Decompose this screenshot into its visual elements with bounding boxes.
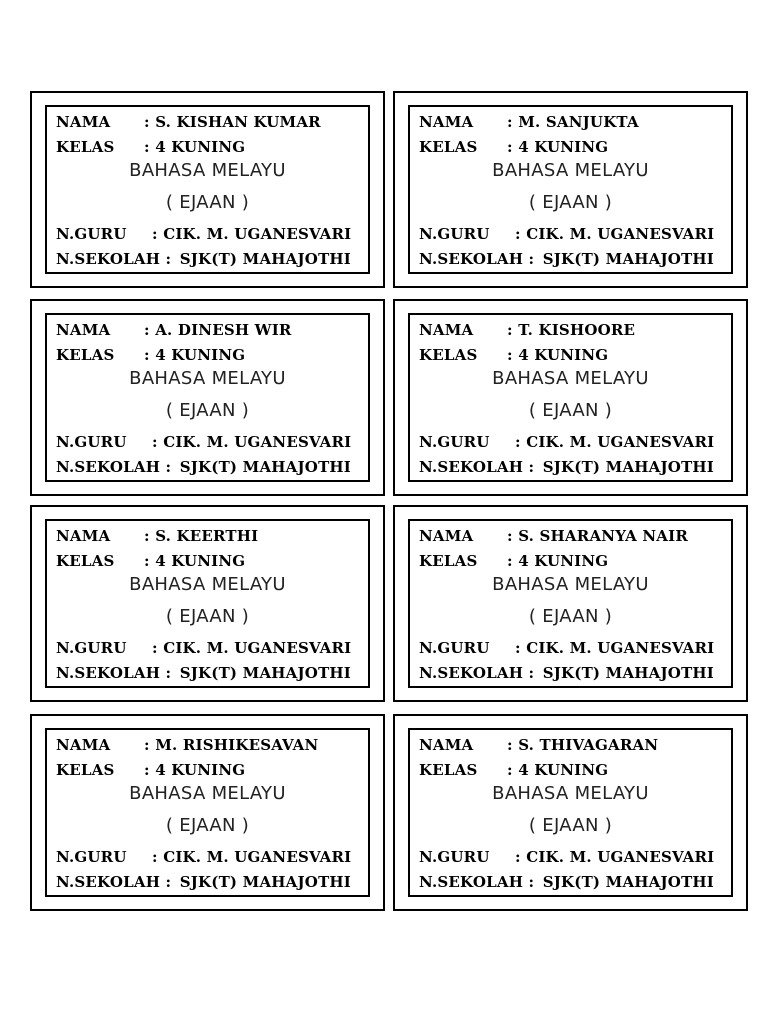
student-name: M. RISHIKESAVAN	[155, 736, 319, 754]
separator: :	[507, 527, 513, 545]
nama-row	[56, 526, 258, 546]
class-value: 4 KUNING	[155, 346, 246, 364]
kelas-row	[419, 551, 608, 571]
nama-field-label: NAMA	[419, 113, 474, 131]
nama-row	[56, 112, 321, 132]
sekolah-row	[56, 249, 351, 269]
school-name: SJK(T) MAHAJOTHI	[179, 664, 352, 682]
subject-text: BAHASA MELAYU	[492, 574, 649, 595]
class-value: 4 KUNING	[518, 346, 609, 364]
class-value: 4 KUNING	[518, 138, 609, 156]
name-label-card	[393, 505, 748, 702]
student-name: S. THIVAGARAN	[518, 736, 659, 754]
class-value: 4 KUNING	[518, 552, 609, 570]
guru-field-label: N.GURU	[56, 639, 127, 657]
sekolah-field-label: N.SEKOLAH :	[419, 873, 535, 891]
kelas-row	[56, 551, 245, 571]
kelas-field-label: KELAS	[419, 346, 478, 364]
nama-row	[419, 735, 658, 755]
separator: :	[144, 346, 150, 364]
guru-field-label: N.GURU	[419, 639, 490, 657]
topic-text: ( EJAAN )	[528, 400, 613, 421]
school-name: SJK(T) MAHAJOTHI	[179, 458, 352, 476]
sekolah-field-label: N.SEKOLAH :	[56, 873, 172, 891]
teacher-name: CIK. M. UGANESVARI	[163, 433, 352, 451]
separator: :	[507, 346, 513, 364]
separator: :	[144, 113, 150, 131]
guru-row	[419, 432, 714, 452]
teacher-name: CIK. M. UGANESVARI	[163, 225, 352, 243]
name-label-card	[393, 714, 748, 911]
name-label-card	[30, 505, 385, 702]
guru-row	[56, 224, 351, 244]
separator: :	[144, 527, 150, 545]
nama-row	[56, 735, 318, 755]
kelas-row	[419, 137, 608, 157]
subject-text: BAHASA MELAYU	[492, 783, 649, 804]
kelas-row	[56, 137, 245, 157]
class-value: 4 KUNING	[518, 761, 609, 779]
school-name: SJK(T) MAHAJOTHI	[542, 458, 715, 476]
separator: :	[507, 113, 513, 131]
nama-field-label: NAMA	[56, 736, 111, 754]
nama-row	[56, 320, 292, 340]
guru-row	[56, 432, 351, 452]
sekolah-field-label: N.SEKOLAH :	[419, 458, 535, 476]
sekolah-row	[56, 663, 351, 683]
teacher-name: CIK. M. UGANESVARI	[526, 639, 715, 657]
kelas-row	[56, 345, 245, 365]
name-label-card	[30, 299, 385, 496]
teacher-name: CIK. M. UGANESVARI	[526, 433, 715, 451]
sekolah-field-label: N.SEKOLAH :	[419, 664, 535, 682]
class-value: 4 KUNING	[155, 138, 246, 156]
nama-field-label: NAMA	[56, 113, 111, 131]
school-name: SJK(T) MAHAJOTHI	[542, 664, 715, 682]
nama-row	[419, 320, 635, 340]
name-label-inner-frame	[45, 313, 370, 482]
name-label-card	[30, 714, 385, 911]
separator: :	[144, 552, 150, 570]
school-name: SJK(T) MAHAJOTHI	[542, 873, 715, 891]
topic-text: ( EJAAN )	[165, 815, 250, 836]
kelas-row	[56, 760, 245, 780]
nama-field-label: NAMA	[419, 736, 474, 754]
kelas-row	[419, 345, 608, 365]
name-label-inner-frame	[45, 519, 370, 688]
name-label-card	[393, 299, 748, 496]
separator: :	[507, 761, 513, 779]
separator: :	[507, 138, 513, 156]
topic-text: ( EJAAN )	[165, 192, 250, 213]
subject-text: BAHASA MELAYU	[129, 160, 286, 181]
separator: :	[152, 848, 158, 866]
separator: :	[144, 321, 150, 339]
name-label-inner-frame	[408, 313, 733, 482]
sekolah-field-label: N.SEKOLAH :	[56, 664, 172, 682]
name-label-card	[30, 91, 385, 288]
guru-field-label: N.GURU	[56, 433, 127, 451]
student-name: A. DINESH WIR	[155, 321, 292, 339]
subject-text: BAHASA MELAYU	[492, 368, 649, 389]
subject-text: BAHASA MELAYU	[129, 368, 286, 389]
separator: :	[515, 433, 521, 451]
sekolah-row	[419, 249, 714, 269]
name-label-inner-frame	[45, 105, 370, 274]
guru-field-label: N.GURU	[56, 848, 127, 866]
separator: :	[152, 225, 158, 243]
sekolah-row	[419, 663, 714, 683]
sekolah-field-label: N.SEKOLAH :	[56, 250, 172, 268]
separator: :	[507, 736, 513, 754]
sekolah-row	[419, 872, 714, 892]
teacher-name: CIK. M. UGANESVARI	[526, 225, 715, 243]
subject-text: BAHASA MELAYU	[129, 574, 286, 595]
sekolah-row	[56, 457, 351, 477]
subject-text: BAHASA MELAYU	[129, 783, 286, 804]
topic-text: ( EJAAN )	[528, 606, 613, 627]
guru-row	[56, 638, 351, 658]
separator: :	[152, 639, 158, 657]
student-name: M. SANJUKTA	[518, 113, 639, 131]
kelas-field-label: KELAS	[56, 761, 115, 779]
name-label-inner-frame	[408, 519, 733, 688]
separator: :	[144, 138, 150, 156]
kelas-field-label: KELAS	[419, 761, 478, 779]
guru-row	[419, 638, 714, 658]
teacher-name: CIK. M. UGANESVARI	[163, 848, 352, 866]
separator: :	[144, 761, 150, 779]
school-name: SJK(T) MAHAJOTHI	[179, 250, 352, 268]
name-label-inner-frame	[408, 105, 733, 274]
student-name: S. KISHAN KUMAR	[155, 113, 321, 131]
nama-row	[419, 526, 688, 546]
nama-field-label: NAMA	[419, 321, 474, 339]
separator: :	[515, 848, 521, 866]
separator: :	[152, 433, 158, 451]
nama-field-label: NAMA	[56, 527, 111, 545]
name-label-inner-frame	[408, 728, 733, 897]
guru-field-label: N.GURU	[56, 225, 127, 243]
topic-text: ( EJAAN )	[528, 192, 613, 213]
kelas-field-label: KELAS	[419, 138, 478, 156]
sekolah-field-label: N.SEKOLAH :	[419, 250, 535, 268]
kelas-field-label: KELAS	[56, 552, 115, 570]
kelas-field-label: KELAS	[56, 346, 115, 364]
nama-field-label: NAMA	[56, 321, 111, 339]
student-name: S. KEERTHI	[155, 527, 259, 545]
class-value: 4 KUNING	[155, 552, 246, 570]
teacher-name: CIK. M. UGANESVARI	[526, 848, 715, 866]
topic-text: ( EJAAN )	[528, 815, 613, 836]
guru-field-label: N.GURU	[419, 225, 490, 243]
name-label-card	[393, 91, 748, 288]
separator: :	[144, 736, 150, 754]
kelas-row	[419, 760, 608, 780]
topic-text: ( EJAAN )	[165, 606, 250, 627]
sekolah-row	[56, 872, 351, 892]
student-name: T. KISHOORE	[518, 321, 636, 339]
kelas-field-label: KELAS	[419, 552, 478, 570]
separator: :	[515, 225, 521, 243]
sekolah-field-label: N.SEKOLAH :	[56, 458, 172, 476]
subject-text: BAHASA MELAYU	[492, 160, 649, 181]
class-value: 4 KUNING	[155, 761, 246, 779]
nama-field-label: NAMA	[419, 527, 474, 545]
separator: :	[515, 639, 521, 657]
guru-row	[419, 224, 714, 244]
guru-field-label: N.GURU	[419, 433, 490, 451]
teacher-name: CIK. M. UGANESVARI	[163, 639, 352, 657]
nama-row	[419, 112, 639, 132]
school-name: SJK(T) MAHAJOTHI	[179, 873, 352, 891]
guru-row	[56, 847, 351, 867]
topic-text: ( EJAAN )	[165, 400, 250, 421]
separator: :	[507, 321, 513, 339]
school-name: SJK(T) MAHAJOTHI	[542, 250, 715, 268]
name-label-inner-frame	[45, 728, 370, 897]
student-name: S. SHARANYA NAIR	[518, 527, 689, 545]
guru-row	[419, 847, 714, 867]
kelas-field-label: KELAS	[56, 138, 115, 156]
sekolah-row	[419, 457, 714, 477]
guru-field-label: N.GURU	[419, 848, 490, 866]
separator: :	[507, 552, 513, 570]
